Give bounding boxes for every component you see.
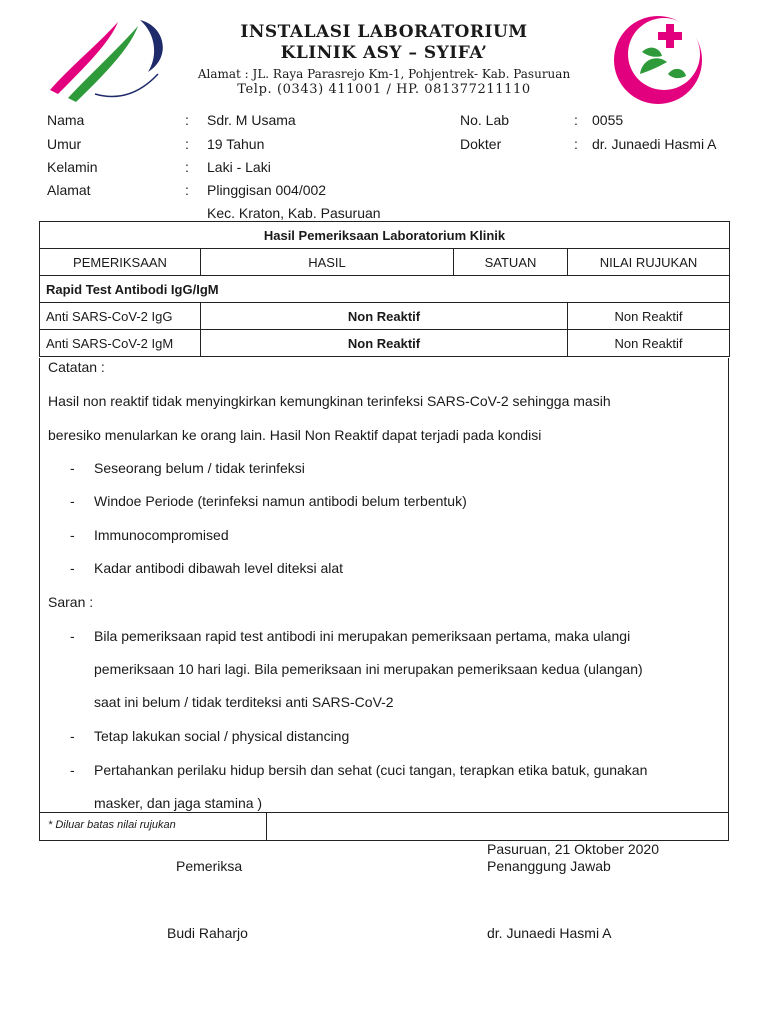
sex-label: Kelamin — [47, 159, 98, 175]
catatan-text-line1: Hasil non reaktif tidak menyingkirkan kemungkinan terinfeksi SARS-CoV-2 sehingga masih — [48, 393, 611, 409]
section-title: Rapid Test Antibodi IgG/IgM — [40, 276, 730, 303]
catatan-text-line2: beresiko menularkan ke orang lain. Hasil Non Reaktif dapat terjadi pada kondisi — [48, 427, 542, 443]
catatan-label: Catatan : — [48, 359, 105, 375]
saran-item-3-line1: Pertahankan perilaku hidup bersih dan sehat (cuci tangan, terapkan etika batuk, gunakan — [94, 762, 648, 778]
list-dash: - — [70, 460, 75, 476]
doctor-name: dr. Junaedi Hasmi A — [592, 136, 717, 152]
colon: : — [574, 112, 578, 128]
condition-item: Immunocompromised — [94, 527, 229, 543]
header-result: HASIL — [201, 249, 454, 276]
list-dash: - — [70, 560, 75, 576]
condition-item: Seseorang belum / tidak terinfeksi — [94, 460, 305, 476]
test-name: Anti SARS-CoV-2 IgM — [40, 330, 201, 357]
patient-sex: Laki - Laki — [207, 159, 271, 175]
divider — [266, 813, 267, 840]
responsible-label: Penanggung Jawab — [487, 858, 611, 874]
header-unit: SATUAN — [454, 249, 568, 276]
saran-label: Saran : — [48, 594, 94, 610]
list-dash: - — [70, 762, 75, 778]
footnote-row — [39, 812, 729, 841]
lab-no-label: No. Lab — [460, 112, 510, 128]
test-result: Non Reaktif — [201, 303, 568, 330]
saran-item-3-line2: masker, dan jaga stamina ) — [94, 795, 263, 811]
list-dash: - — [70, 728, 75, 744]
examiner-name: Budi Raharjo — [167, 925, 248, 941]
colon: : — [185, 182, 189, 198]
examiner-label: Pemeriksa — [176, 858, 243, 874]
name-label: Nama — [47, 112, 85, 128]
notes-section — [39, 358, 729, 813]
saran-item-1-line1: Bila pemeriksaan rapid test antibodi ini merupakan pemeriksaan pertama, maka ulangi — [94, 628, 631, 644]
footnote: * Diluar batas nilai rujukan — [48, 819, 176, 831]
header-reference: NILAI RUJUKAN — [568, 249, 730, 276]
age-label: Umur — [47, 136, 82, 152]
list-dash: - — [70, 493, 75, 509]
colon: : — [574, 136, 578, 152]
colon: : — [185, 136, 189, 152]
saran-item-1-line2: pemeriksaan 10 hari lagi. Bila pemeriksaan ini merupakan pemeriksaan kedua (ulangan) — [94, 661, 643, 677]
clinic-phone: Telp. (0343) 411001 / HP. 081377211110 — [237, 82, 531, 97]
patient-age: 19 Tahun — [207, 136, 265, 152]
patient-name: Sdr. M Usama — [207, 112, 296, 128]
condition-item: Kadar antibodi dibawah level diteksi alat — [94, 560, 344, 576]
patient-address-line1: Plinggisan 004/002 — [207, 182, 327, 198]
sign-date: Pasuruan, 21 Oktober 2020 — [487, 841, 660, 857]
condition-item: Windoe Periode (terinfeksi namun antibodi belum terbentuk) — [94, 493, 467, 509]
saran-item-2: Tetap lakukan social / physical distancing — [94, 728, 350, 744]
test-reference: Non Reaktif — [568, 330, 730, 357]
colon: : — [185, 159, 189, 175]
clinic-name: KLINIK ASY – SYIFA’ — [280, 43, 488, 63]
clinic-address: Alamat : JL. Raya Parasrejo Km-1, Pohjentrek- Kab. Pasuruan — [197, 67, 571, 81]
test-reference: Non Reaktif — [568, 303, 730, 330]
saran-item-1-line3: saat ini belum / tidak terditeksi anti SARS-CoV-2 — [94, 694, 394, 710]
table-row — [40, 303, 730, 330]
lab-title: INSTALASI LABORATORIUM — [240, 22, 528, 42]
doctor-label: Dokter — [460, 136, 502, 152]
lab-no: 0055 — [592, 112, 624, 128]
results-table — [39, 221, 730, 357]
results-title: Hasil Pemeriksaan Laboratorium Klinik — [40, 222, 730, 249]
list-dash: - — [70, 527, 75, 543]
test-result: Non Reaktif — [201, 330, 568, 357]
colon: : — [185, 112, 189, 128]
list-dash: - — [70, 628, 75, 644]
test-name: Anti SARS-CoV-2 IgG — [40, 303, 201, 330]
header-test: PEMERIKSAAN — [40, 249, 201, 276]
table-row — [40, 330, 730, 357]
responsible-name: dr. Junaedi Hasmi A — [487, 925, 612, 941]
address-label: Alamat — [47, 182, 91, 198]
patient-address-line2: Kec. Kraton, Kab. Pasuruan — [207, 205, 381, 221]
